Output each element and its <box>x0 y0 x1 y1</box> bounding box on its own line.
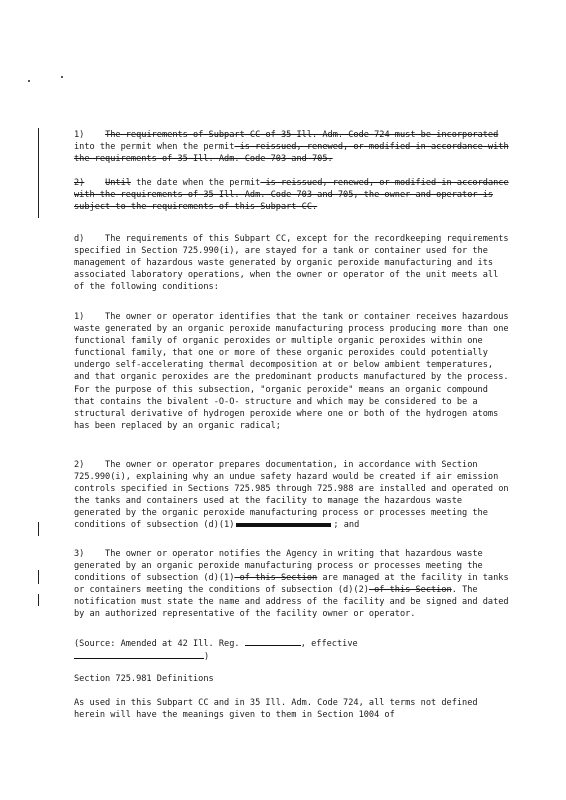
blank-line <box>245 637 301 646</box>
paragraph-3 <box>74 548 510 621</box>
source-note <box>74 637 510 663</box>
paragraph-d2 <box>74 177 510 213</box>
deleted-text: is reissued, renewed, or modified in accordance with the requirements of 35 Ill. Adm. Code 703 and 705, the owner and operator is subject to the requirements of this Subpart CC. <box>74 178 509 213</box>
change-bar <box>38 128 39 218</box>
change-bar <box>38 522 39 536</box>
blank-line <box>74 650 204 659</box>
paragraph-2 <box>74 459 510 532</box>
paragraph-text: 3) The owner or operator notifies the Agency in writing that hazardous waste generated by an organic peroxide manufacturing process or processes meeting the conditions of subsection (d)(1) <box>74 549 483 584</box>
deleted-text: Until <box>105 178 131 188</box>
source-text: , effective <box>300 639 358 649</box>
change-bar <box>38 570 39 584</box>
paragraph-text: 2) The owner or operator prepares documentation, in accordance with Section 725.990(i), explaining why an undue safety hazard would be created if air emission controls specified in Sections 725.985 through 725.988 are installed and operated on the tanks and containers used at the facility to manage the hazardous waste generated by the organic peroxide manufacturing process or processes meeting the conditions of subsection (d)(1) <box>74 460 509 531</box>
deleted-text: is reissued, renewed, or <box>234 142 364 153</box>
source-text: ) <box>204 652 210 663</box>
paragraph-text: . The notification must state the name and address of the facility and be signed and dated by an authorized representative of the facility owner or operator. <box>74 585 509 620</box>
section-heading: Section 725.981 Definitions <box>74 674 214 684</box>
deleted-text: of this Section <box>234 573 318 584</box>
paragraph-d1 <box>74 129 510 165</box>
paragraph-definitions: As used in this Subpart CC and in 35 Ill. Adm. Code 724, all terms not defined herein will have the meanings given to them in Section 1004 of <box>74 698 478 721</box>
deleted-text: The requirements of Subpart CC of 35 Ill. Adm. Code 724 must be incorporated <box>105 130 499 140</box>
redaction-mark <box>236 523 331 527</box>
paragraph-d: d) The requirements of this Subpart CC, except for the recordkeeping requirements specified in Section 725.990(i), are stayed for a tank or container used for the management of hazardous waste generated by organic peroxide manufacturing and its associated laboratory operations, when the owner or operator of the unit meets all of the following conditions: <box>74 234 509 293</box>
paragraph-text: are managed at the facility in tanks or containers meeting the conditions of subsection (d)(2) <box>74 573 509 596</box>
paragraph-number: 1) <box>74 130 85 140</box>
deleted-text: modified in accordance with the requirements of 35 Ill. Adm. Code 703 and 705. <box>74 142 509 165</box>
paragraph-number: 2) <box>74 178 85 188</box>
scan-speck <box>28 80 30 82</box>
paragraph-text: ; and <box>333 520 360 531</box>
paragraph-1: 1) The owner or operator identifies that the tank or container receives hazardous waste generated by an organic peroxide manufacturing process producing more than one functional family of organic peroxides or multiple organic peroxides within one functional family, that one or more of these organic peroxides could potentially undergo self-accelerating thermal decomposition at or below ambient temperatures, and that organic peroxides are the predominant products manufactured by the process. For the purpose of this subsection, "organic peroxide" means an organic compound that contains the bivalent -O-O- structure and which may be considered to be a structural derivative of hydrogen peroxide where one or both of the hydrogen atoms has been replaced by an organic radical; <box>74 312 509 431</box>
paragraph-text: the date when the permit <box>130 178 261 188</box>
change-bar <box>38 594 39 606</box>
paragraph-text: into the permit when the permit <box>74 142 235 153</box>
source-text: (Source: Amended at 42 Ill. Reg. <box>74 639 240 649</box>
deleted-text: of this Section <box>368 585 452 596</box>
scan-speck <box>61 76 63 78</box>
